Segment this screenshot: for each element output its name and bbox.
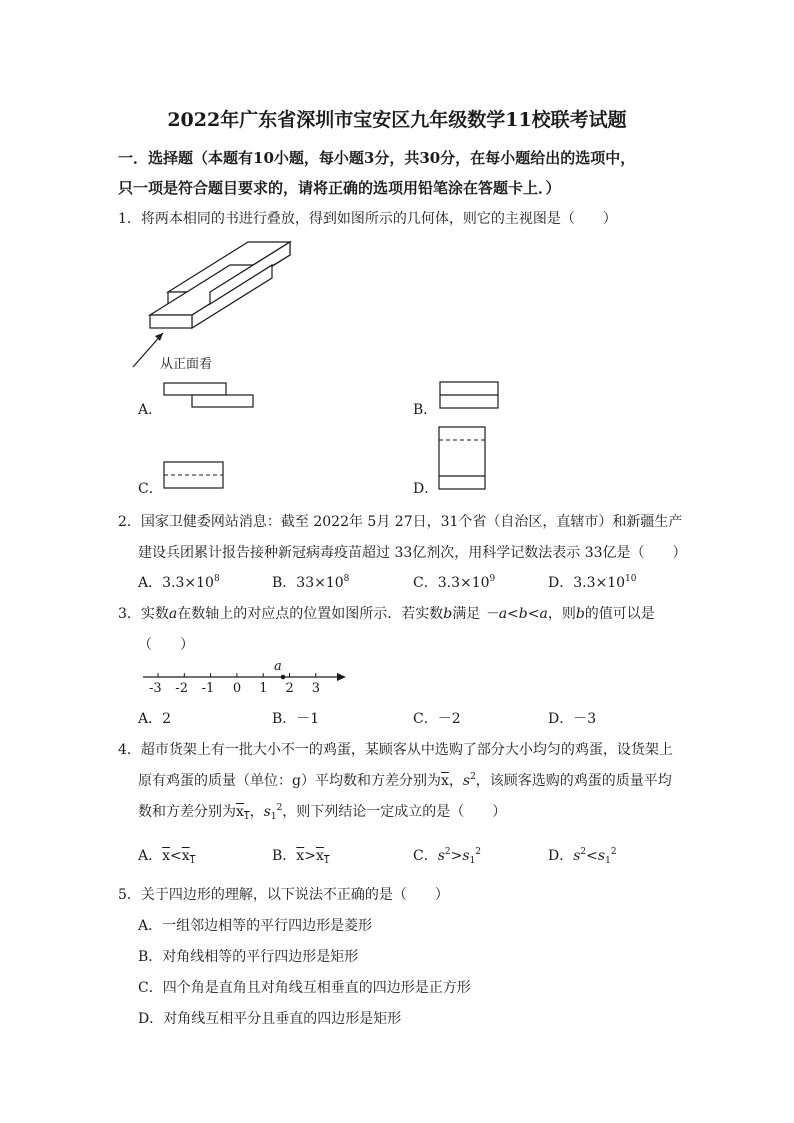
q4-option-d: D．$s^2<s_1^2$: [548, 847, 617, 866]
q2-line1: 2．国家卫健委网站消息：截至 2022年 5月 27日，31个省（自治区，直辖市）和新疆生产: [118, 514, 683, 530]
q1-option-c-label: C．: [138, 481, 163, 497]
q4-option-b: B．$\overline{x}>x_1$: [272, 848, 330, 866]
q4-option-c: C．$s^2>s_1^2$: [413, 847, 482, 866]
page-title: 2022年广东省深圳市宝安区九年级数学11校联考试题: [167, 109, 627, 131]
q3-point-label: a: [274, 659, 282, 674]
q3-option-b: B．－1: [272, 711, 320, 727]
q1-view-label: 从正面看: [160, 357, 213, 372]
q5-stem: 5．关于四边形的理解，以下说法不正确的是（ ）: [118, 887, 449, 903]
q3-tick-label: 1: [259, 681, 268, 696]
q1-option-d-label: D．: [413, 481, 439, 497]
q1-stem: 1．将两本相同的书进行叠放，得到如图所示的几何体，则它的主视图是（ ）: [118, 211, 617, 227]
q1-option-b-label: B．: [413, 402, 438, 418]
q3-line1: 3．实数a在数轴上的对应点的位置如图所示．若实数b满足 －a<b<a，则b的值可以是: [118, 606, 655, 622]
section-heading-line2: 只一项是符合题目要求的，请将正确的选项用铅笔涂在答题卡上．）: [118, 179, 561, 197]
q3-option-c: C．－2: [413, 711, 461, 727]
q2-option-a: A．$3.3\times 10^8$: [138, 574, 220, 591]
q3-point-a: [281, 675, 286, 680]
q2-option-d: D．$3.3\times 10^{10}$: [548, 574, 637, 591]
q5-option-b: B．对角线相等的平行四边形是矩形: [138, 949, 359, 965]
q3-option-a: A．2: [138, 711, 172, 727]
q2-option-b: B．$33\times 10^8$: [272, 574, 350, 591]
q3-tick-label: 0: [232, 681, 242, 696]
q3-tick-label: 2: [285, 681, 294, 696]
q3-line2: （ ）: [138, 637, 194, 653]
q3-tick-label: 3: [311, 681, 321, 696]
q4-line1: 4．超市货架上有一批大小不一的鸡蛋，某顾客从中选购了部分大小均匀的鸡蛋，设货架上: [118, 742, 673, 758]
q4-line3: 数和方差分别为$x_1$，$s_1^2$，则下列结论一定成立的是（ ）: [138, 803, 507, 822]
q4-option-a: A．$\overline{x}<x_1$: [138, 848, 196, 866]
q2-line2: 建设兵团累计报告接种新冠病毒疫苗超过 33亿剂次，用科学记数法表示 33亿是（ ）: [138, 545, 687, 561]
q1-option-a-label: A．: [138, 402, 163, 418]
q5-option-d: D．对角线互相平分且垂直的四边形是矩形: [138, 1011, 402, 1027]
q4-line2: 原有鸡蛋的质量（单位：g）平均数和方差分别为$\overline{x}$，$s^2$，该顾客选购的鸡蛋的质量平均: [138, 772, 672, 789]
q3-tick-label: -3: [149, 681, 162, 696]
q3-tick-label: -1: [201, 681, 215, 696]
q3-tick-label: -2: [175, 681, 188, 696]
q5-option-a: A．一组邻边相等的平行四边形是菱形: [138, 918, 373, 934]
q3-option-d: D．－3: [548, 711, 597, 727]
q5-option-c: C．四个角是直角且对角线互相垂直的四边形是正方形: [138, 980, 471, 996]
q2-option-c: C．$3.3\times 10^9$: [413, 574, 496, 591]
section-heading-line1: 一．选择题（本题有10小题，每小题3分，共30分，在每小题给出的选项中，: [118, 149, 636, 167]
